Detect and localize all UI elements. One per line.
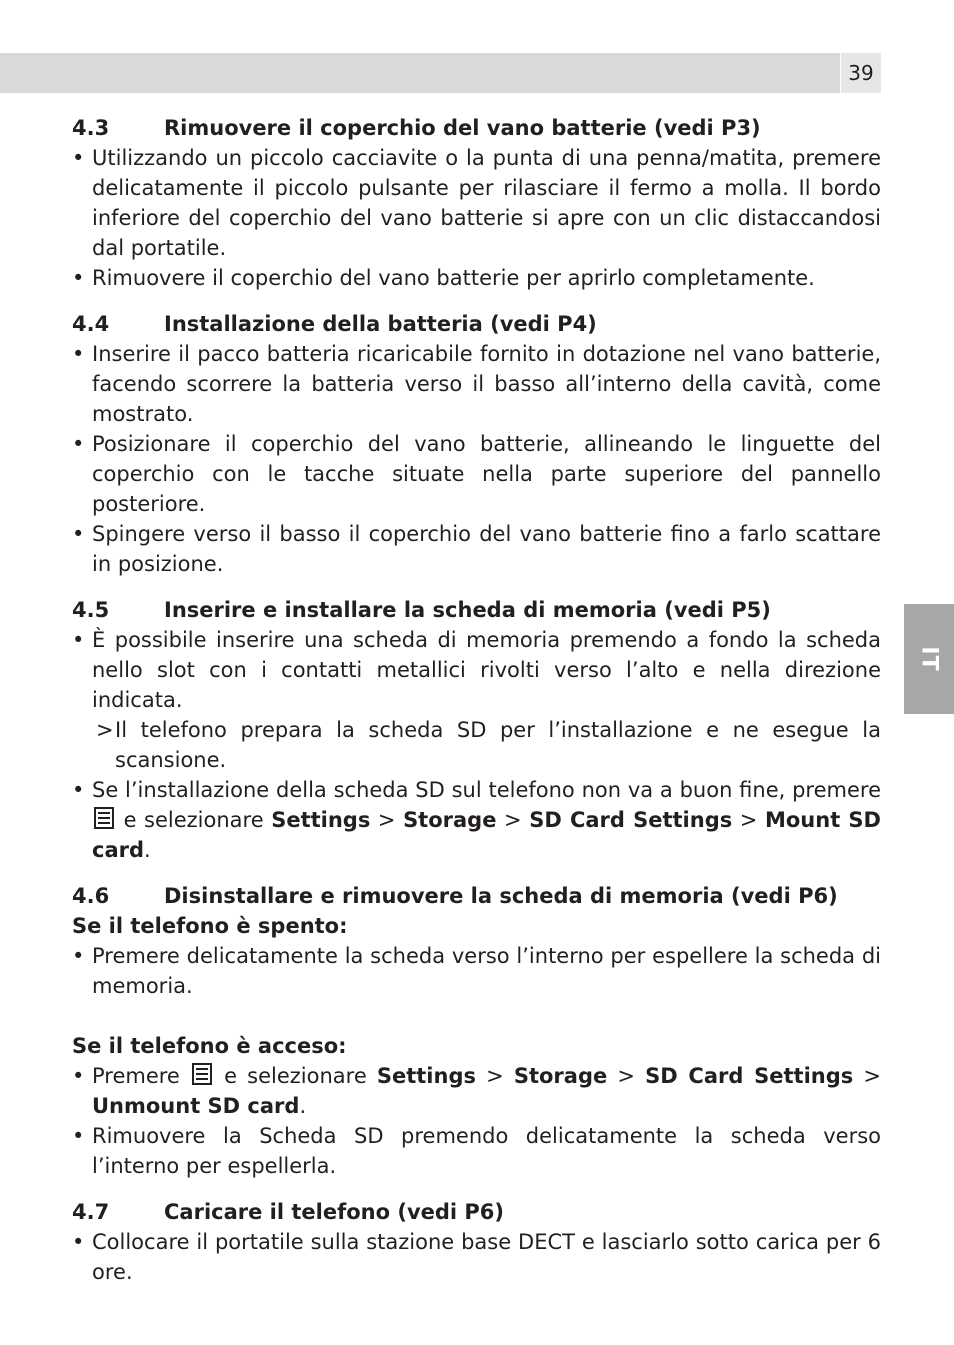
menu-icon <box>94 807 114 829</box>
bullet: • <box>72 342 85 366</box>
menu-path-settings: Settings <box>376 1064 476 1088</box>
menu-path-separator: > <box>617 1064 635 1088</box>
section-number: 4.3 <box>72 116 110 140</box>
bullet: • <box>72 432 85 456</box>
list-item <box>72 263 881 293</box>
sub-item <box>72 715 881 775</box>
list-item <box>72 429 881 519</box>
page-number: 39 <box>841 53 881 93</box>
header-bar <box>0 53 840 93</box>
item-text: Utilizzando un piccolo cacciavite o la punta di una penna/matita, premere delicatamente il piccolo pulsante per rilasciare il fermo a molla. Il bordo inferiore del coperchio del vano batterie si apre con un clic distaccandosi dal portatile. <box>92 146 881 260</box>
section-number: 4.4 <box>72 312 110 336</box>
list-item <box>72 1227 881 1287</box>
item-text: Posizionare il coperchio del vano batterie, allineando le linguette del coperchio con le tacche situate nella parte superiore del pannello posteriore. <box>92 432 881 516</box>
menu-path-settings: Settings <box>271 808 371 832</box>
bullet: • <box>72 1064 85 1088</box>
list-item <box>72 941 881 1001</box>
list-item <box>72 143 881 263</box>
menu-path-separator: > <box>863 1064 881 1088</box>
list-item <box>72 519 881 579</box>
menu-path-separator: > <box>504 808 522 832</box>
section-4-3 <box>72 113 881 293</box>
item-text-mid: e selezionare <box>224 1064 367 1088</box>
item-text: Inserire il pacco batteria ricaricabile fornito in dotazione nel vano batterie, facendo scorrere la batteria verso il basso all’interno della cavità, come mostrato. <box>92 342 881 426</box>
section-number: 4.5 <box>72 598 110 622</box>
period: . <box>299 1094 307 1118</box>
subheading-phone-on: Se il telefono è acceso: <box>72 1034 347 1058</box>
bullet: • <box>72 1124 85 1148</box>
section-heading <box>72 309 881 339</box>
sub-item-text: Il telefono prepara la scheda SD per l’installazione e ne esegue la scansione. <box>115 718 881 772</box>
section-4-7 <box>72 1197 881 1287</box>
item-text: Rimuovere il coperchio del vano batterie per aprirlo completamente. <box>92 266 815 290</box>
section-title: Installazione della batteria (vedi P4) <box>164 312 597 336</box>
list-item <box>72 775 881 865</box>
item-text-pre: Premere <box>92 1064 180 1088</box>
period: . <box>144 838 151 862</box>
section-number: 4.6 <box>72 884 110 908</box>
section-4-5 <box>72 595 881 865</box>
section-heading <box>72 595 881 625</box>
page-content <box>72 113 881 1303</box>
menu-path-sd-card-settings: SD Card Settings <box>645 1064 854 1088</box>
item-text-pre: Se l’installazione della scheda SD sul telefono non va a buon fine, premere <box>92 778 881 802</box>
list-item <box>72 339 881 429</box>
language-tab <box>904 604 954 714</box>
menu-path-separator: > <box>739 808 758 832</box>
section-4-6 <box>72 881 881 1181</box>
menu-icon <box>192 1063 212 1085</box>
item-text: Premere delicatamente la scheda verso l’interno per espellere la scheda di memoria. <box>92 944 881 998</box>
menu-path-storage: Storage <box>513 1064 608 1088</box>
menu-path-separator: > <box>377 808 396 832</box>
bullet: • <box>72 146 85 170</box>
section-heading <box>72 113 881 143</box>
item-text: Spingere verso il basso il coperchio del vano batterie fino a farlo scattare in posizione. <box>92 522 881 576</box>
menu-path-storage: Storage <box>403 808 497 832</box>
section-title: Inserire e installare la scheda di memoria (vedi P5) <box>164 598 771 622</box>
item-text: Rimuovere la Scheda SD premendo delicatamente la scheda verso l’interno per espellerla. <box>92 1124 881 1178</box>
section-title: Rimuovere il coperchio del vano batterie (vedi P3) <box>164 116 761 140</box>
menu-path-separator: > <box>486 1064 504 1088</box>
menu-path-unmount-sd-card: Unmount SD card <box>92 1094 300 1118</box>
bullet: • <box>72 778 85 802</box>
menu-path-mount-sd-card: Mount SD card <box>92 808 881 862</box>
list-item <box>72 1121 881 1181</box>
menu-path-sd-card-settings: SD Card Settings <box>529 808 733 832</box>
list-item <box>72 625 881 715</box>
bullet: • <box>72 1230 85 1254</box>
section-heading <box>72 881 881 911</box>
bullet: • <box>72 522 85 546</box>
bullet: • <box>72 628 85 652</box>
bullet: • <box>72 266 85 290</box>
section-title: Disinstallare e rimuovere la scheda di memoria (vedi P6) <box>164 884 838 908</box>
item-text: Collocare il portatile sulla stazione base DECT e lasciarlo sotto carica per 6 ore. <box>92 1230 881 1284</box>
section-4-4 <box>72 309 881 579</box>
language-tab-label: IT <box>916 646 942 672</box>
item-text: È possibile inserire una scheda di memoria premendo a fondo la scheda nello slot con i contatti metallici rivolti verso l’alto e nella direzione indicata. <box>92 628 881 712</box>
item-text-mid: e selezionare <box>123 808 264 832</box>
sub-marker: > <box>96 718 114 742</box>
bullet: • <box>72 944 85 968</box>
section-number: 4.7 <box>72 1200 110 1224</box>
subheading-phone-off: Se il telefono è spento: <box>72 914 348 938</box>
section-title: Caricare il telefono (vedi P6) <box>164 1200 505 1224</box>
section-heading <box>72 1197 881 1227</box>
list-item <box>72 1061 881 1121</box>
